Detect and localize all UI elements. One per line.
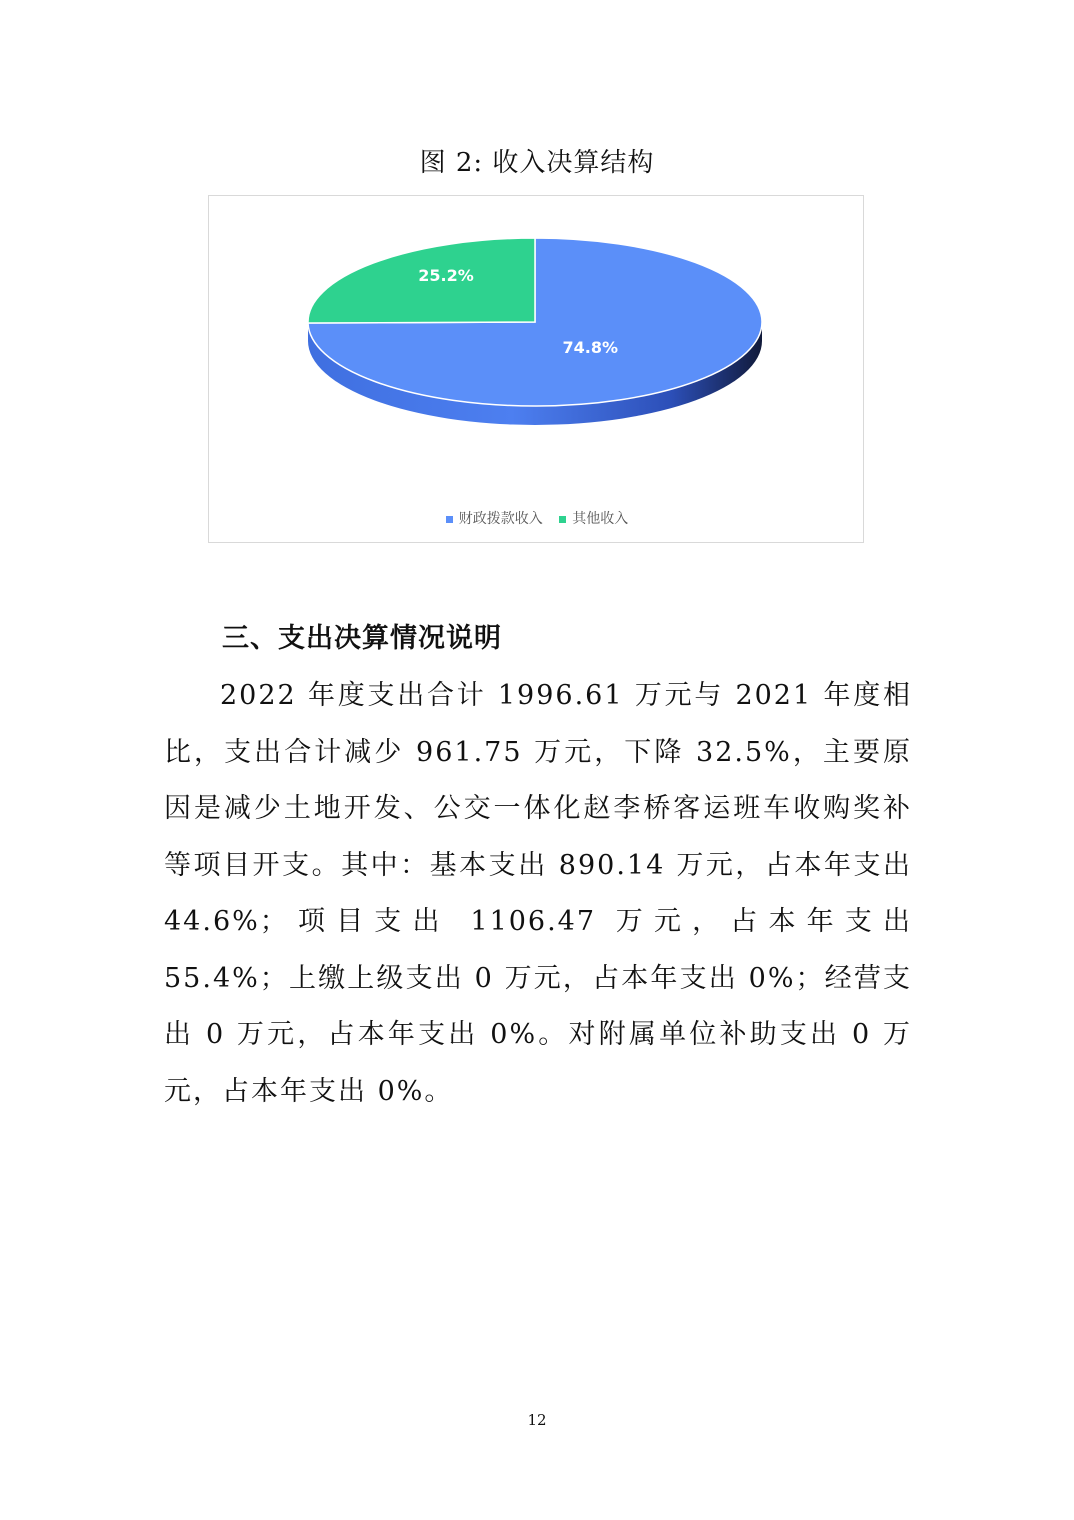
legend-label-0: 财政拨款收入 — [458, 511, 543, 527]
pie-data-label-1: 25.2% — [418, 265, 474, 285]
figure-caption: 图 2: 收入决算结构 — [419, 148, 655, 178]
legend-item-1 — [559, 508, 628, 528]
pie-chart-canvas — [209, 196, 865, 544]
pie-chart — [208, 195, 864, 543]
pie-data-label-0: 74.8% — [562, 338, 618, 358]
legend-swatch-0 — [446, 516, 453, 523]
page-number: 12 — [527, 1411, 547, 1429]
chart-legend — [0, 508, 1074, 528]
body-paragraph: 2022 年度支出合计 1996.61 万元与 2021 年度相比，支出合计减少 961.75 万元，下降 32.5%，主要原因是减少土地开发、公交一体化赵李桥客运班车收购奖补等项目开支。其中：基本支出 890.14 万元，占本年支出 44.6%；项目支出 1106.47 万元，占本年支出 55.4%；上缴上级支出 0 万元，占本年支出 0%；经营支出 0 万元，占本年支出 0%。对附属单位补助支出 0 万元，占本年支出 0%。 — [164, 680, 912, 1107]
legend-swatch-1 — [559, 516, 566, 523]
body-paragraph-container — [164, 668, 912, 1120]
legend-item-0 — [446, 508, 543, 528]
legend-label-1: 其他收入 — [572, 511, 629, 527]
section-heading: 三、支出决算情况说明 — [222, 623, 502, 654]
